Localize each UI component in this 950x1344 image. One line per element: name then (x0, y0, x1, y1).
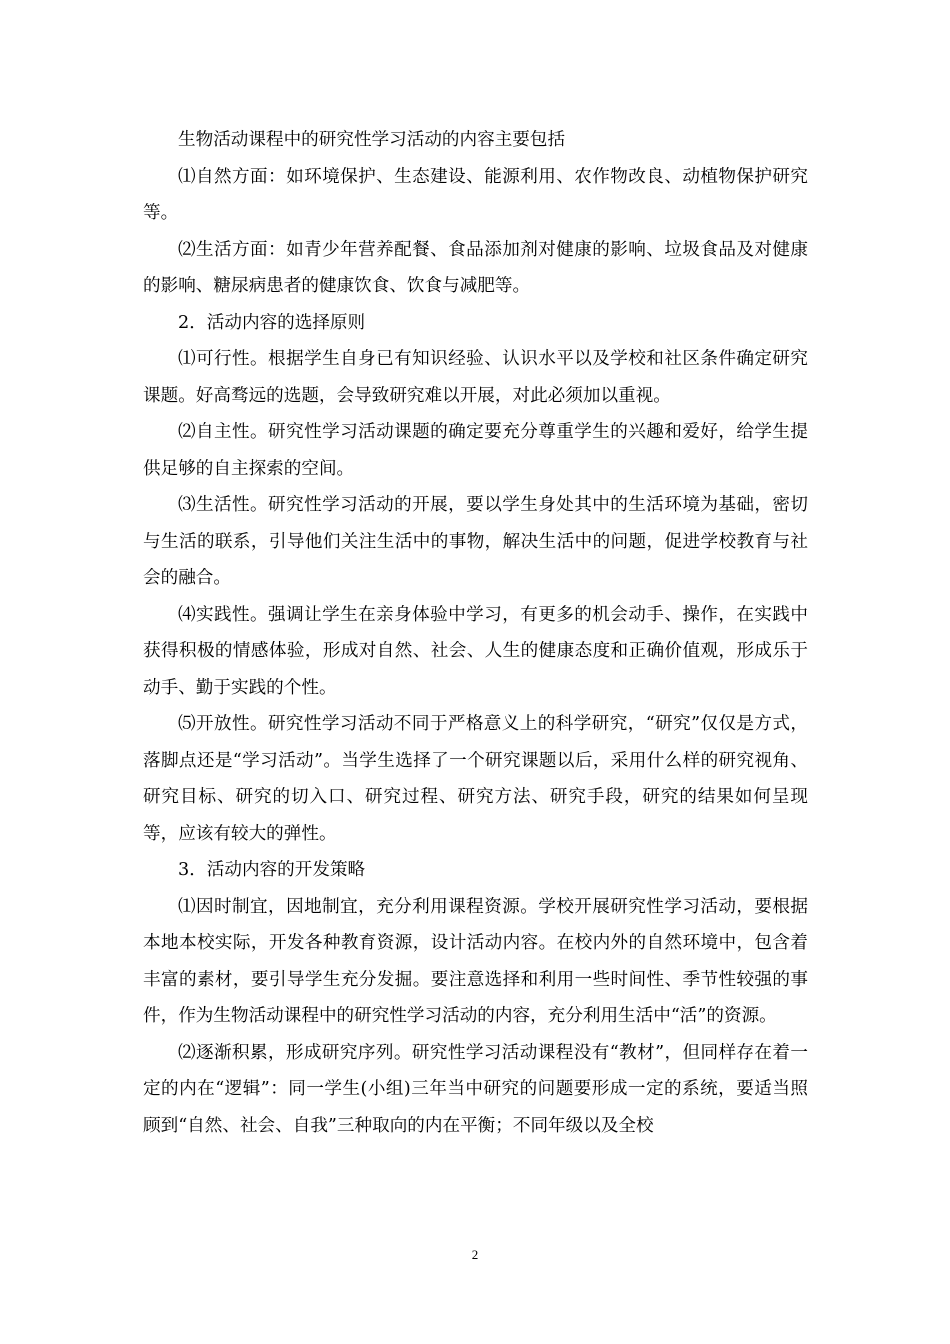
paragraph-life-relevance: ⑶生活性。研究性学习活动的开展，要以学生身处其中的生活环境为基础，密切与生活的联系，引导他们关注生活中的事物，解决生活中的问题，促进学校教育与社会的融合。 (143, 495, 808, 588)
paragraph-life: ⑵生活方面：如青少年营养配餐、食品添加剂对健康的影响、垃圾食品及对健康的影响、糖尿病患者的健康饮食、饮食与减肥等。 (143, 239, 808, 296)
document-body (143, 122, 808, 1144)
paragraph-openness: ⑸开放性。研究性学习活动不同于严格意义上的科学研究，“研究”仅仅是方式，落脚点还是“学习活动”。当学生选择了一个研究课题以后，采用什么样的研究视角、研究目标、研究的切入口、研究过程、研究方法、研究手段，研究的结果如何呈现等，应该有较大的弹性。 (143, 714, 808, 844)
paragraph-feasibility: ⑴可行性。根据学生自身已有知识经验、认识水平以及学校和社区条件确定研究课题。好高骛远的选题，会导致研究难以开展，对此必须加以重视。 (143, 349, 808, 406)
paragraph-autonomy: ⑵自主性。研究性学习活动课题的确定要充分尊重学生的兴趣和爱好，给学生提供足够的自主探索的空间。 (143, 422, 808, 479)
section-heading-development-strategy: 3．活动内容的开发策略 (178, 860, 366, 880)
paragraph-practice: ⑷实践性。强调让学生在亲身体验中学习，有更多的机会动手、操作，在实践中获得积极的情感体验，形成对自然、社会、人生的健康态度和正确价值观，形成乐于动手、勤于实践的个性。 (143, 604, 808, 698)
paragraph-resources: ⑴因时制宜，因地制宜，充分利用课程资源。学校开展研究性学习活动，要根据本地本校实际，开发各种教育资源，设计活动内容。在校内外的自然环境中，包含着丰富的素材，要引导学生充分发掘。要注意选择和利用一些时间性、季节性较强的事件，作为生物活动课程中的研究性学习活动的内容，充分利用生活中“活”的资源。 (143, 896, 808, 1026)
paragraph-nature: ⑴自然方面：如环境保护、生态建设、能源利用、农作物改良、动植物保护研究等。 (143, 166, 808, 223)
paragraph-intro: 生物活动课程中的研究性学习活动的内容主要包括 (178, 130, 566, 150)
page-number: 2 (471, 1247, 479, 1262)
section-heading-selection-principles: 2．活动内容的选择原则 (178, 312, 366, 333)
paragraph-accumulation: ⑵逐渐积累，形成研究序列。研究性学习活动课程没有“教材”，但同样存在着一定的内在“逻辑”：同一学生(小组)三年当中研究的问题要形成一定的系统，要适当照顾到“自然、社会、自我”三种取向的内在平衡；不同年级以及全校 (143, 1042, 808, 1136)
